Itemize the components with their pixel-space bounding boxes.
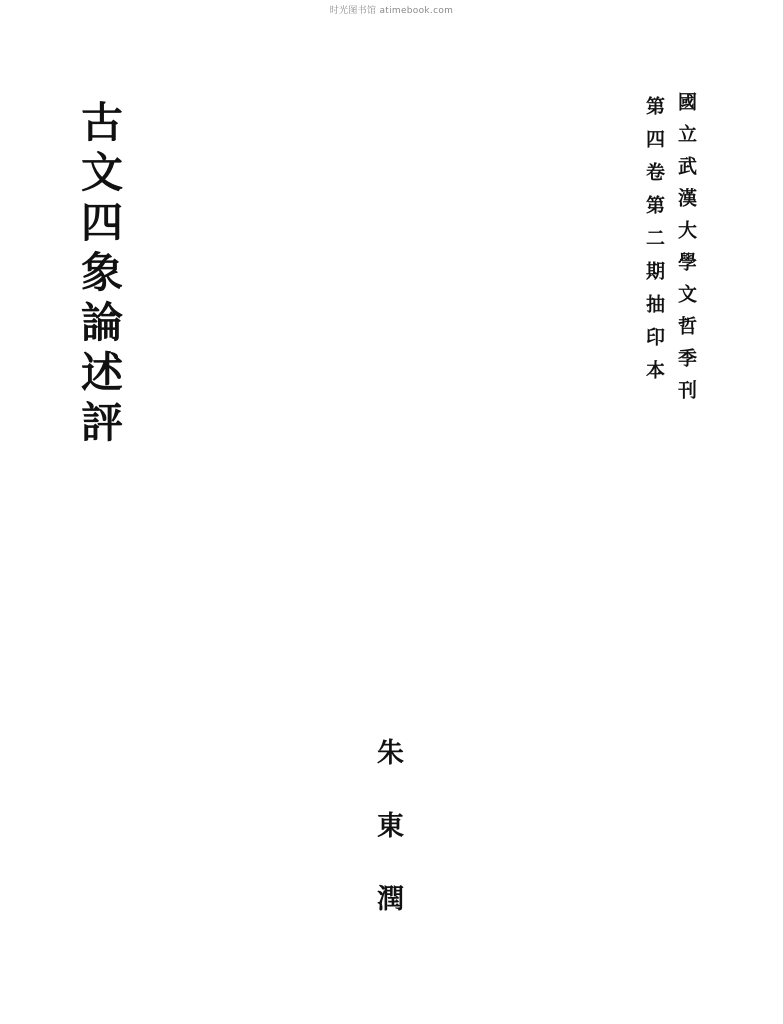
document-title: 古文四象論述評 — [75, 100, 124, 450]
author-name: 朱東潤 — [372, 738, 403, 957]
publication-name: 國立武漢大學文哲季刊 — [675, 92, 697, 412]
watermark-text: 时光图书馆 atimebook.com — [329, 6, 454, 16]
publication-issue: 第四卷第二期抽印本 — [643, 96, 665, 393]
